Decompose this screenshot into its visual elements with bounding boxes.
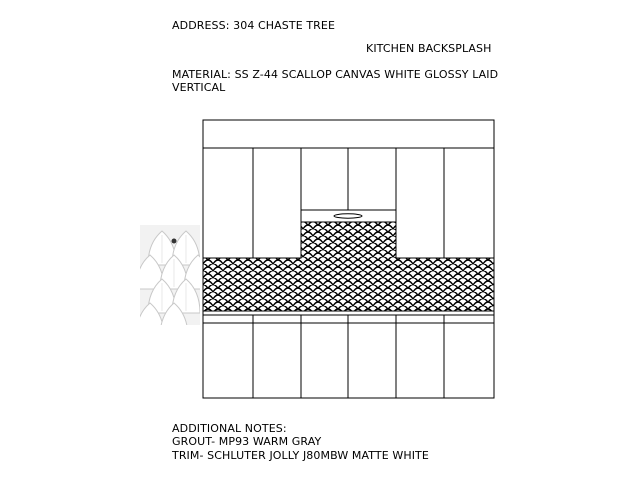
drawing-title: KITCHEN BACKSPLASH	[366, 42, 492, 55]
lower-cabinet-door	[396, 323, 444, 398]
drawer-front	[203, 315, 253, 323]
upper-cabinet-door	[203, 148, 253, 258]
drawer-front	[396, 315, 444, 323]
upper-cabinet-door	[301, 148, 348, 210]
range-hood	[301, 210, 396, 222]
material-line-1: MATERIAL: SS Z-44 SCALLOP CANVAS WHITE GLOSSY LAID	[172, 68, 499, 81]
sample-hole-icon	[172, 239, 177, 244]
upper-cabinet-door	[396, 148, 444, 258]
drawer-front	[444, 315, 494, 323]
upper-cabinet-door	[253, 148, 301, 258]
lower-cabinet-door	[444, 323, 494, 398]
trim-note: TRIM- SCHLUTER JOLLY J80MBW MATTE WHITE	[172, 449, 429, 462]
lower-cabinet-door	[253, 323, 301, 398]
countertop	[203, 311, 494, 315]
tile-sample-image	[140, 225, 200, 325]
lower-cabinet-door	[348, 323, 396, 398]
upper-cabinet-door	[444, 148, 494, 258]
lower-cabinet-door	[301, 323, 348, 398]
grout-note: GROUT- MP93 WARM GRAY	[172, 435, 322, 448]
upper-cabinet-door	[348, 148, 396, 210]
drawer-front	[301, 315, 348, 323]
address-label: ADDRESS: 304 CHASTE TREE	[172, 19, 336, 32]
notes-heading: ADDITIONAL NOTES:	[172, 422, 287, 435]
material-line-2: VERTICAL	[172, 81, 226, 94]
drawer-front	[253, 315, 301, 323]
soffit	[203, 120, 494, 148]
hood-light-icon	[334, 214, 362, 218]
lower-cabinet-door	[203, 323, 253, 398]
lower-cabinets	[203, 315, 494, 398]
drawer-front	[348, 315, 396, 323]
